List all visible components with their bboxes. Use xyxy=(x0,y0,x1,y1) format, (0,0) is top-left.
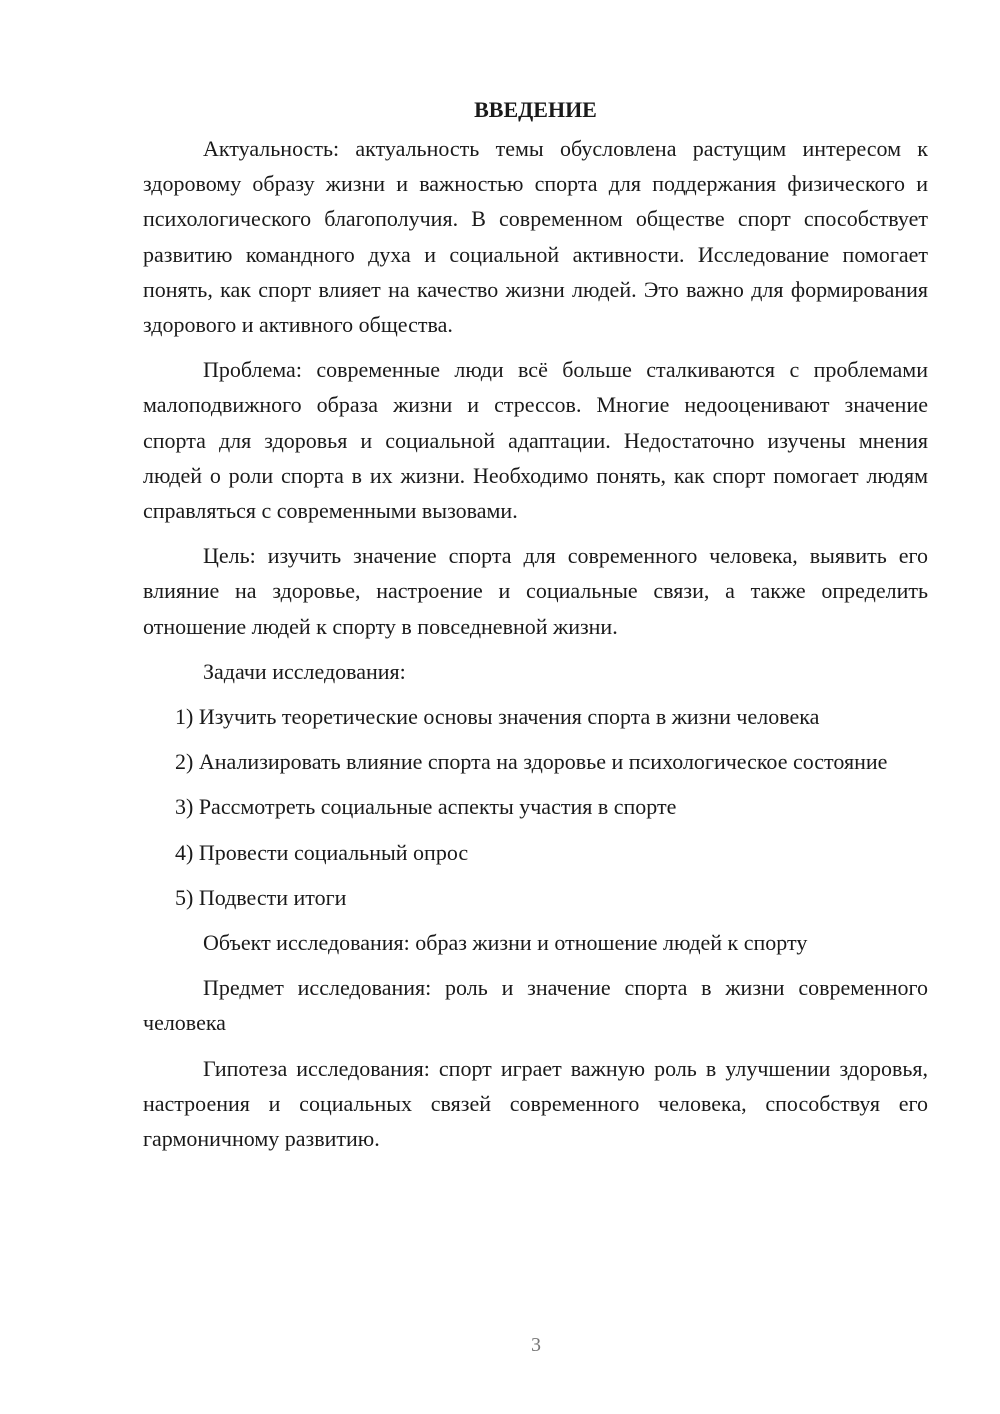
tasks-title: Задачи исследования: xyxy=(203,658,406,684)
hypothesis-paragraph: Гипотеза исследования: спорт играет важную роль в улучшении здоровья, настроения и социальных связей современного человека, способствуя его гармоничному развитию. xyxy=(143,1055,928,1152)
section-heading: ВВЕДЕНИЕ xyxy=(474,97,597,122)
task-item-1: 1) Изучить теоретические основы значения спорта в жизни человека xyxy=(175,704,820,730)
goal-paragraph: Цель: изучить значение спорта для современного человека, выявить его влияние на здоровье, настроение и социальные связи, а также определить отношение людей к спорту в повседневной жизни. xyxy=(143,543,928,639)
task-item-2: 2) Анализировать влияние спорта на здоровье и психологическое состояние xyxy=(175,749,888,775)
task-item-3: 3) Рассмотреть социальные аспекты участия в спорте xyxy=(175,794,677,820)
object-paragraph: Объект исследования: образ жизни и отношение людей к спорту xyxy=(203,930,808,956)
task-item-5: 5) Подвести итоги xyxy=(175,884,347,910)
relevance-paragraph: Актуальность: актуальность темы обусловлена растущим интересом к здоровому образу жизни и важностью спорта для поддержания физического и психологического благополучия. В современном обществе спорт способствует развитию командного духа и социальной активности. Исследование помогает понять, как спорт влияет на качество жизни людей. Это важно для формирования здорового и активного общества. xyxy=(143,136,928,338)
task-item-4: 4) Провести социальный опрос xyxy=(175,839,469,865)
page-number: 3 xyxy=(531,1334,541,1356)
problem-paragraph: Проблема: современные люди всё больше сталкиваются с проблемами малоподвижного образа жизни и стрессов. Многие недооценивают значение спорта для здоровья и социальной адаптации. Недостаточно изучены мнения людей о роли спорта в их жизни. Необходимо понять, как спорт помогает людям справляться с современными вызовами. xyxy=(143,357,928,524)
document-page xyxy=(143,92,928,1166)
subject-paragraph: Предмет исследования: роль и значение спорта в жизни современного человека xyxy=(143,975,928,1036)
